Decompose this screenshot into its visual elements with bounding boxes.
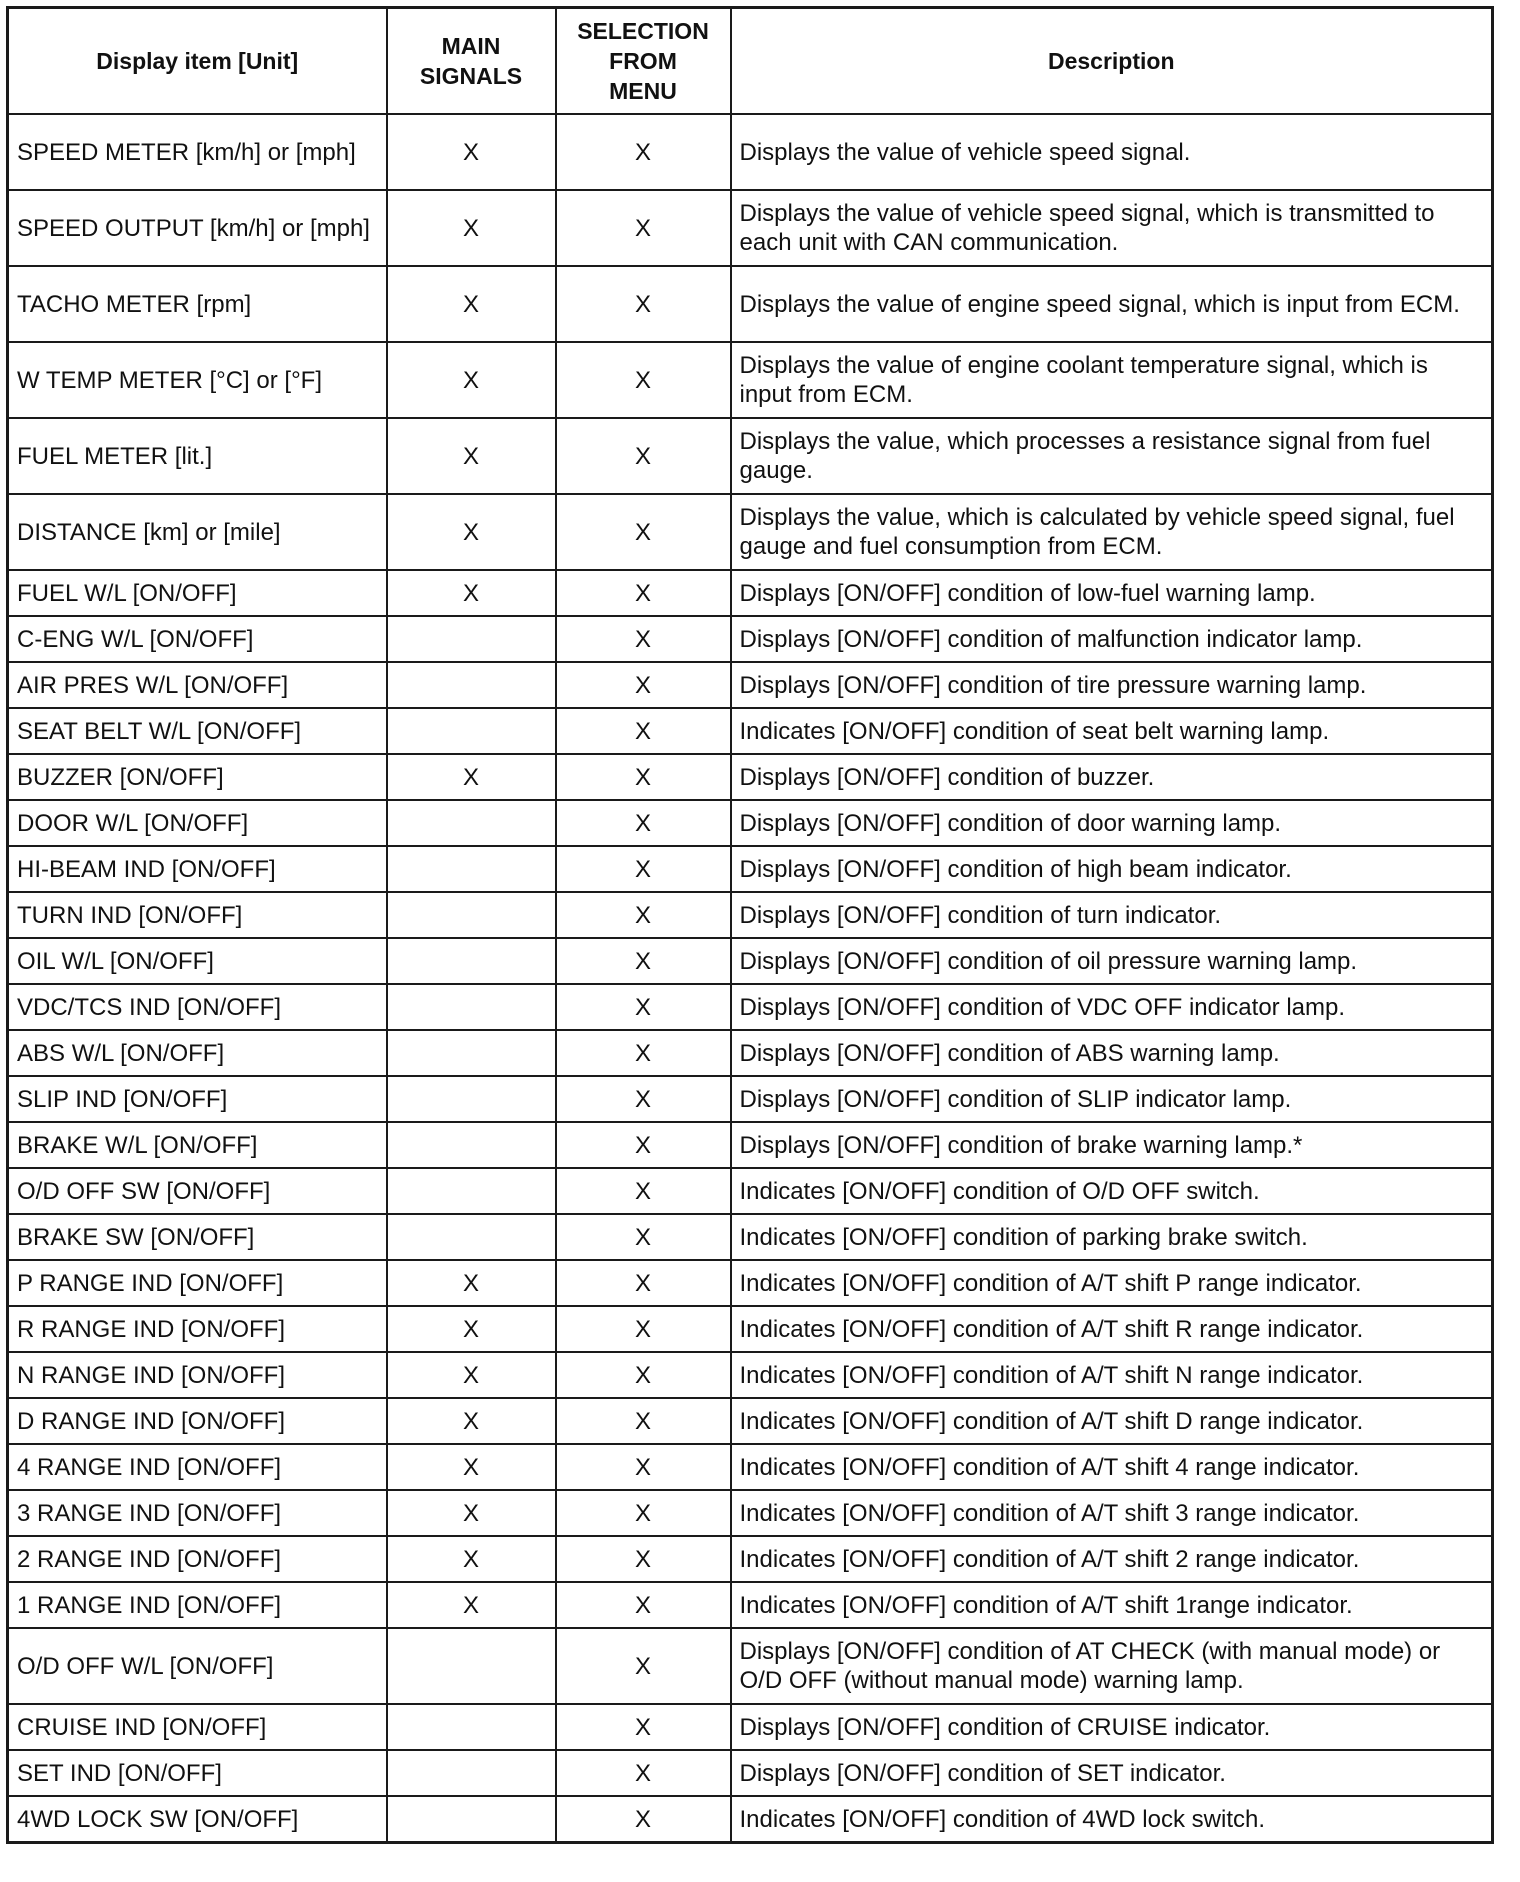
table-row (8, 1398, 1493, 1444)
table-row (8, 1750, 1493, 1796)
selection-from-menu-cell: X (556, 266, 731, 342)
selection-from-menu-cell: X (556, 1796, 731, 1843)
display-item-cell: 1 RANGE IND [ON/OFF] (8, 1582, 387, 1628)
selection-from-menu-cell: X (556, 1122, 731, 1168)
selection-from-menu-cell: X (556, 190, 731, 266)
description-cell: Indicates [ON/OFF] condition of O/D OFF switch. (731, 1168, 1493, 1214)
selection-from-menu-cell: X (556, 1628, 731, 1704)
table-row (8, 1582, 1493, 1628)
main-signals-cell (387, 616, 556, 662)
description-cell: Displays the value, which is calculated by vehicle speed signal, fuel gauge and fuel consumption from ECM. (731, 494, 1493, 570)
table-row (8, 1168, 1493, 1214)
display-item-cell: D RANGE IND [ON/OFF] (8, 1398, 387, 1444)
display-item-cell: O/D OFF W/L [ON/OFF] (8, 1628, 387, 1704)
description-cell: Indicates [ON/OFF] condition of A/T shift P range indicator. (731, 1260, 1493, 1306)
description-cell: Displays [ON/OFF] condition of door warning lamp. (731, 800, 1493, 846)
description-cell: Displays the value, which processes a resistance signal from fuel gauge. (731, 418, 1493, 494)
table-row (8, 846, 1493, 892)
main-signals-cell: X (387, 1352, 556, 1398)
table-row (8, 342, 1493, 418)
selection-from-menu-cell: X (556, 984, 731, 1030)
table-row (8, 494, 1493, 570)
description-cell: Displays [ON/OFF] condition of oil pressure warning lamp. (731, 938, 1493, 984)
description-cell: Indicates [ON/OFF] condition of seat belt warning lamp. (731, 708, 1493, 754)
selection-from-menu-cell: X (556, 1536, 731, 1582)
table-row (8, 800, 1493, 846)
display-item-cell: 4WD LOCK SW [ON/OFF] (8, 1796, 387, 1843)
main-signals-cell: X (387, 1444, 556, 1490)
table-row (8, 1352, 1493, 1398)
main-signals-cell (387, 662, 556, 708)
description-cell: Displays [ON/OFF] condition of buzzer. (731, 754, 1493, 800)
header-main-signals-line-2: SIGNALS (419, 63, 523, 89)
selection-from-menu-cell: X (556, 1398, 731, 1444)
main-signals-cell: X (387, 1582, 556, 1628)
main-signals-cell: X (387, 754, 556, 800)
display-item-cell: HI-BEAM IND [ON/OFF] (8, 846, 387, 892)
display-item-cell: CRUISE IND [ON/OFF] (8, 1704, 387, 1750)
table-row (8, 1076, 1493, 1122)
description-cell: Displays the value of vehicle speed signal, which is transmitted to each unit with CAN communication. (731, 190, 1493, 266)
description-cell: Displays the value of engine coolant temperature signal, which is input from ECM. (731, 342, 1493, 418)
selection-from-menu-cell: X (556, 1168, 731, 1214)
description-cell: Displays [ON/OFF] condition of malfunction indicator lamp. (731, 616, 1493, 662)
main-signals-cell (387, 1796, 556, 1843)
main-signals-cell: X (387, 1490, 556, 1536)
table-row (8, 616, 1493, 662)
description-cell: Displays [ON/OFF] condition of low-fuel warning lamp. (731, 570, 1493, 616)
table-row (8, 754, 1493, 800)
selection-from-menu-cell: X (556, 114, 731, 190)
display-item-cell: OIL W/L [ON/OFF] (8, 938, 387, 984)
display-item-table (6, 6, 1494, 1844)
main-signals-cell: X (387, 1536, 556, 1582)
description-cell: Indicates [ON/OFF] condition of A/T shift 4 range indicator. (731, 1444, 1493, 1490)
main-signals-cell (387, 846, 556, 892)
table-row (8, 1306, 1493, 1352)
description-cell: Displays [ON/OFF] condition of SLIP indicator lamp. (731, 1076, 1493, 1122)
display-item-cell: BRAKE W/L [ON/OFF] (8, 1122, 387, 1168)
main-signals-cell: X (387, 1306, 556, 1352)
table-row (8, 1490, 1493, 1536)
display-item-cell: 3 RANGE IND [ON/OFF] (8, 1490, 387, 1536)
main-signals-cell: X (387, 342, 556, 418)
table-row (8, 1260, 1493, 1306)
description-cell: Displays [ON/OFF] condition of SET indicator. (731, 1750, 1493, 1796)
selection-from-menu-cell: X (556, 1750, 731, 1796)
main-signals-cell: X (387, 266, 556, 342)
header-selection-line-3: MENU (609, 78, 677, 104)
table-row (8, 708, 1493, 754)
description-cell: Indicates [ON/OFF] condition of A/T shift 1range indicator. (731, 1582, 1493, 1628)
description-cell: Displays [ON/OFF] condition of VDC OFF indicator lamp. (731, 984, 1493, 1030)
display-item-cell: TURN IND [ON/OFF] (8, 892, 387, 938)
display-item-cell: SPEED OUTPUT [km/h] or [mph] (8, 190, 387, 266)
description-cell: Indicates [ON/OFF] condition of parking brake switch. (731, 1214, 1493, 1260)
main-signals-cell: X (387, 1398, 556, 1444)
table-row (8, 1444, 1493, 1490)
main-signals-cell (387, 1704, 556, 1750)
description-cell: Displays [ON/OFF] condition of turn indicator. (731, 892, 1493, 938)
selection-from-menu-cell: X (556, 1490, 731, 1536)
display-item-cell: BUZZER [ON/OFF] (8, 754, 387, 800)
selection-from-menu-cell: X (556, 570, 731, 616)
table-row (8, 1628, 1493, 1704)
header-selection-from-menu (556, 8, 731, 115)
description-cell: Displays [ON/OFF] condition of ABS warning lamp. (731, 1030, 1493, 1076)
description-cell: Indicates [ON/OFF] condition of A/T shift D range indicator. (731, 1398, 1493, 1444)
main-signals-cell (387, 1076, 556, 1122)
display-item-cell: C-ENG W/L [ON/OFF] (8, 616, 387, 662)
header-display-item: Display item [Unit] (8, 8, 387, 115)
main-signals-cell: X (387, 114, 556, 190)
table-row (8, 938, 1493, 984)
selection-from-menu-cell: X (556, 1030, 731, 1076)
description-cell: Displays [ON/OFF] condition of tire pressure warning lamp. (731, 662, 1493, 708)
table-row (8, 1704, 1493, 1750)
document-sheet (6, 6, 1491, 1844)
display-item-cell: SET IND [ON/OFF] (8, 1750, 387, 1796)
display-item-cell: ABS W/L [ON/OFF] (8, 1030, 387, 1076)
selection-from-menu-cell: X (556, 1076, 731, 1122)
description-cell: Indicates [ON/OFF] condition of A/T shift N range indicator. (731, 1352, 1493, 1398)
description-cell: Displays [ON/OFF] condition of high beam indicator. (731, 846, 1493, 892)
main-signals-cell (387, 938, 556, 984)
selection-from-menu-cell: X (556, 662, 731, 708)
table-row (8, 984, 1493, 1030)
selection-from-menu-cell: X (556, 1704, 731, 1750)
display-item-cell: AIR PRES W/L [ON/OFF] (8, 662, 387, 708)
selection-from-menu-cell: X (556, 418, 731, 494)
display-item-cell: N RANGE IND [ON/OFF] (8, 1352, 387, 1398)
table-row (8, 662, 1493, 708)
description-cell: Displays [ON/OFF] condition of CRUISE indicator. (731, 1704, 1493, 1750)
table-row (8, 1122, 1493, 1168)
selection-from-menu-cell: X (556, 892, 731, 938)
main-signals-cell: X (387, 570, 556, 616)
main-signals-cell (387, 892, 556, 938)
header-main-signals (387, 8, 556, 115)
main-signals-cell (387, 1122, 556, 1168)
description-cell: Indicates [ON/OFF] condition of A/T shift R range indicator. (731, 1306, 1493, 1352)
table-header-row (8, 8, 1493, 115)
table-row (8, 1214, 1493, 1260)
main-signals-cell (387, 708, 556, 754)
display-item-cell: VDC/TCS IND [ON/OFF] (8, 984, 387, 1030)
description-cell: Indicates [ON/OFF] condition of A/T shift 2 range indicator. (731, 1536, 1493, 1582)
main-signals-cell (387, 1030, 556, 1076)
table-row (8, 570, 1493, 616)
selection-from-menu-cell: X (556, 342, 731, 418)
selection-from-menu-cell: X (556, 846, 731, 892)
table-row (8, 114, 1493, 190)
description-cell: Indicates [ON/OFF] condition of A/T shift 3 range indicator. (731, 1490, 1493, 1536)
table-row (8, 418, 1493, 494)
main-signals-cell: X (387, 190, 556, 266)
main-signals-cell (387, 800, 556, 846)
description-cell: Indicates [ON/OFF] condition of 4WD lock switch. (731, 1796, 1493, 1843)
table-row (8, 190, 1493, 266)
display-item-cell: SPEED METER [km/h] or [mph] (8, 114, 387, 190)
display-item-cell: O/D OFF SW [ON/OFF] (8, 1168, 387, 1214)
display-item-cell: BRAKE SW [ON/OFF] (8, 1214, 387, 1260)
display-item-cell: DOOR W/L [ON/OFF] (8, 800, 387, 846)
main-signals-cell: X (387, 1260, 556, 1306)
table-row (8, 1030, 1493, 1076)
display-item-cell: SEAT BELT W/L [ON/OFF] (8, 708, 387, 754)
display-item-cell: 4 RANGE IND [ON/OFF] (8, 1444, 387, 1490)
display-item-cell: SLIP IND [ON/OFF] (8, 1076, 387, 1122)
table-row (8, 266, 1493, 342)
table-row (8, 1796, 1493, 1843)
display-item-cell: P RANGE IND [ON/OFF] (8, 1260, 387, 1306)
selection-from-menu-cell: X (556, 1444, 731, 1490)
selection-from-menu-cell: X (556, 1214, 731, 1260)
main-signals-cell (387, 1750, 556, 1796)
selection-from-menu-cell: X (556, 1306, 731, 1352)
table-row (8, 892, 1493, 938)
display-item-cell: FUEL W/L [ON/OFF] (8, 570, 387, 616)
main-signals-cell (387, 984, 556, 1030)
table-row (8, 1536, 1493, 1582)
display-item-cell: FUEL METER [lit.] (8, 418, 387, 494)
main-signals-cell: X (387, 494, 556, 570)
selection-from-menu-cell: X (556, 494, 731, 570)
selection-from-menu-cell: X (556, 1352, 731, 1398)
table-body (8, 114, 1493, 1843)
display-item-cell: R RANGE IND [ON/OFF] (8, 1306, 387, 1352)
selection-from-menu-cell: X (556, 616, 731, 662)
description-cell: Displays the value of vehicle speed signal. (731, 114, 1493, 190)
description-cell: Displays the value of engine speed signal, which is input from ECM. (731, 266, 1493, 342)
main-signals-cell (387, 1628, 556, 1704)
main-signals-cell (387, 1214, 556, 1260)
selection-from-menu-cell: X (556, 708, 731, 754)
selection-from-menu-cell: X (556, 1260, 731, 1306)
selection-from-menu-cell: X (556, 1582, 731, 1628)
header-selection-line-2: FROM (609, 48, 677, 74)
main-signals-cell: X (387, 418, 556, 494)
display-item-cell: 2 RANGE IND [ON/OFF] (8, 1536, 387, 1582)
header-description: Description (731, 8, 1493, 115)
header-selection-line-1: SELECTION (577, 18, 709, 44)
selection-from-menu-cell: X (556, 800, 731, 846)
description-cell: Displays [ON/OFF] condition of AT CHECK (with manual mode) or O/D OFF (without manual mode) warning lamp. (731, 1628, 1493, 1704)
header-main-signals-line-1: MAIN (441, 33, 501, 59)
selection-from-menu-cell: X (556, 938, 731, 984)
display-item-cell: TACHO METER [rpm] (8, 266, 387, 342)
description-cell: Displays [ON/OFF] condition of brake warning lamp.* (731, 1122, 1493, 1168)
display-item-cell: W TEMP METER [°C] or [°F] (8, 342, 387, 418)
selection-from-menu-cell: X (556, 754, 731, 800)
main-signals-cell (387, 1168, 556, 1214)
display-item-cell: DISTANCE [km] or [mile] (8, 494, 387, 570)
